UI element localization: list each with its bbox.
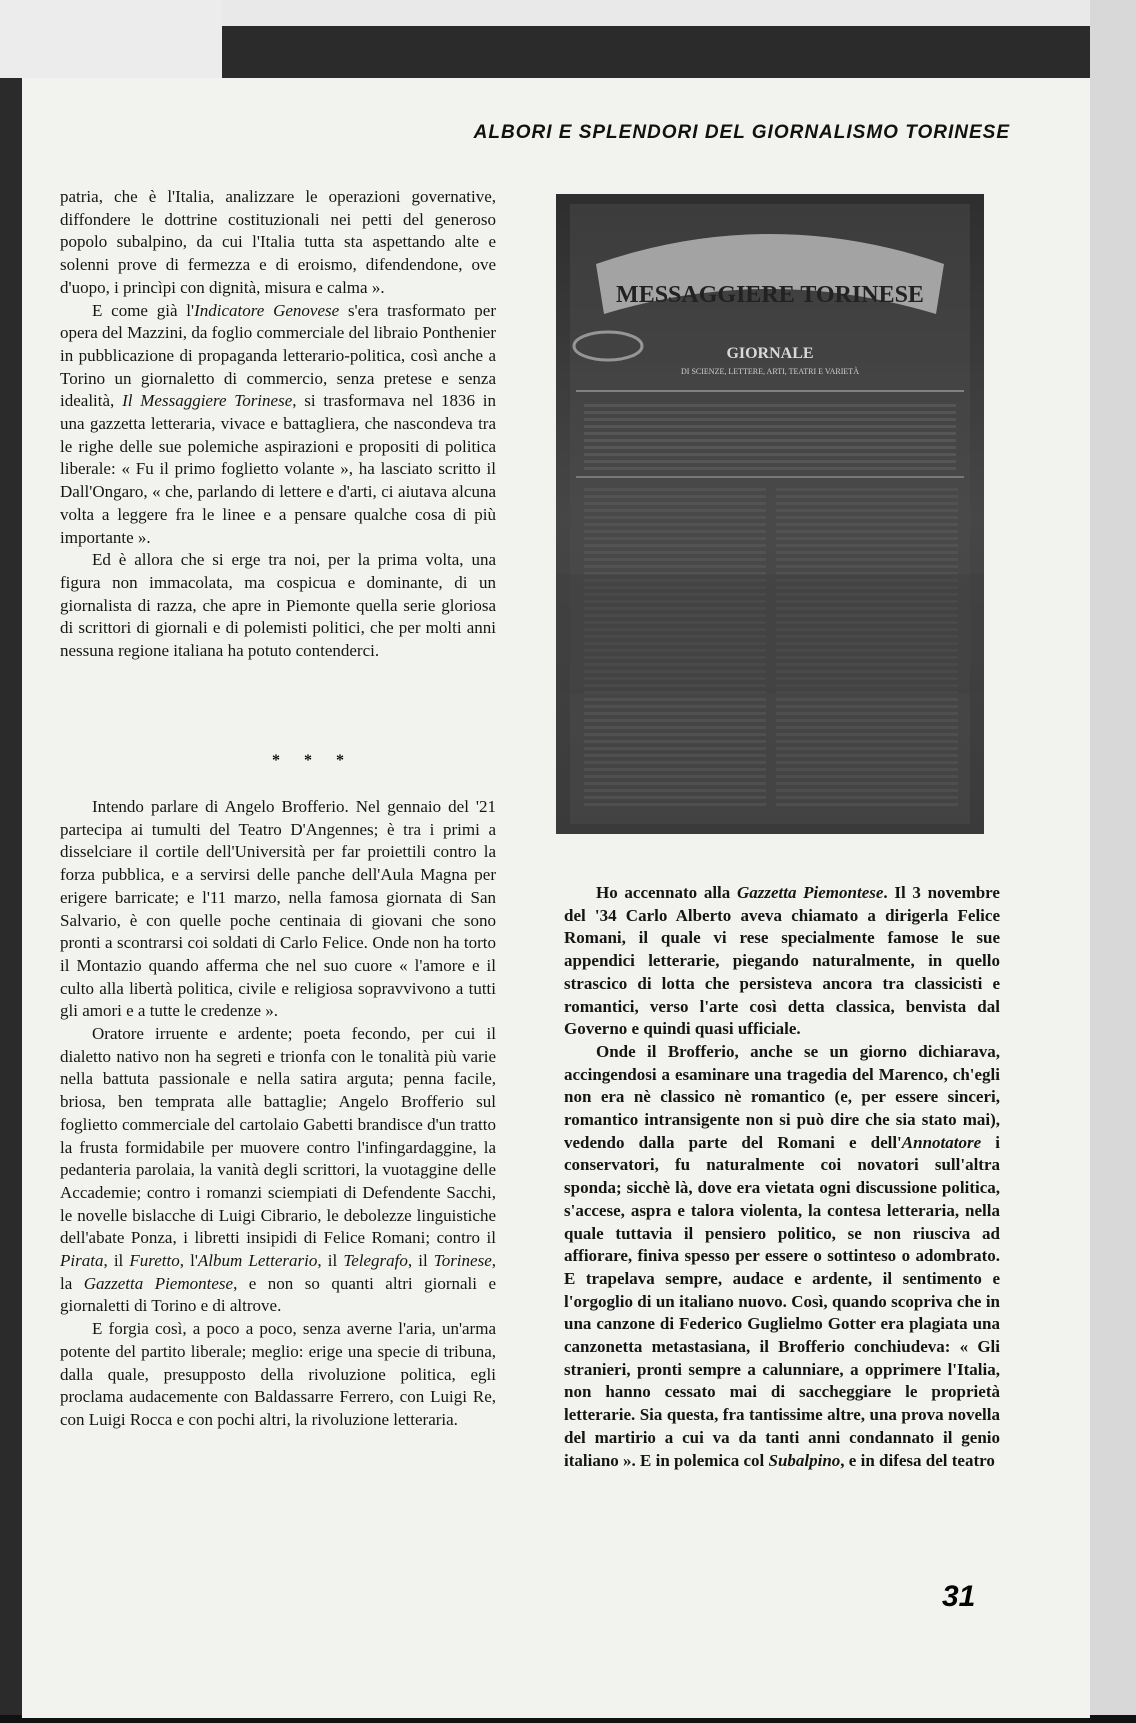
paragraph: Intendo parlare di Angelo Brofferio. Nel gennaio del '21 partecipa ai tumulti del Teatro D'Angennes; è tra i primi a disselciare il cortile dell'Università per far proiettili contro la forza pubblica, e a servirsi delle panche dell'Aula Magna per erigere barricate; e l'11 marzo, nella famosa giornata di San Salvario, è con quelle poche centinaia di giovani che sono pronti a scontrarsi coi soldati di Carlo Felice. Onde non ha torto il Montazio quando afferma che nel suo cuore « l'amore e il culto alla libertà politica, civile e religiosa sopravvivono a tutti gli amori e a tutte le credenze ».	[60, 797, 496, 1021]
paragraph	[60, 300, 496, 550]
header-text-block	[584, 400, 956, 470]
masthead-subtitle: GIORNALE	[726, 345, 814, 362]
newspaper-title: Indicatore Genovese	[194, 300, 340, 320]
paragraph: Ed è allora che si erge tra noi, per la prima volta, una figura non immacolata, ma cospicua e dominante, di un giornalista di razza, che apre in Piemonte quella serie gloriosa di scrittori di giornali e di polemisti politici, che per molti anni nessuna regione italiana ha potuto contenderci.	[60, 550, 496, 661]
text-run: , e in difesa del teatro	[840, 1450, 995, 1470]
text-run: , la	[60, 1251, 496, 1293]
newspaper-title: Annotatore	[901, 1132, 982, 1152]
text-run: E come già l'	[92, 300, 195, 320]
newspaper-title: Album Letterario	[197, 1251, 318, 1271]
section-separator: * * *	[272, 752, 354, 769]
masthead-subline: DI SCIENZE, LETTERE, ARTI, TEATRI E VARIETÀ	[681, 367, 859, 376]
text-run: Onde il Brofferio, anche se un giorno dichiarava, accingendosi a esaminare una tragedia del Marenco, ch'egli non era nè classico nè romantico (e, per essere sinceri, romantico intransigente non si può dire che sia stato mai), vedendo dalla parte del Romani e dell'	[564, 1041, 1000, 1152]
text-run: i conservatori, fu naturalmente coi novatori sull'altra sponda; sicchè là, dove era vietata ogni discussione politica, s'accese, aspra e talora violenta, la contesa letteraria, nella quale tuttavia il pensiero politico, se non riusciva ad affiorare, finiva spesso per essere o sottinteso o adombrato. E trapelava sempre, audace e ardente, il sentimento e l'orgoglio di un italiano nuovo. Così, quando scopriva che in una canzone di Federico Guglielmo Gotter era plagiata una canzonetta metastasiana, il Brofferio conchiudeva: « Gli stranieri, pronti sempre a calunniare, a opprimere l'Italia, non hanno cessato mai di saccheggiare le proprietà letterarie. Sia questa, fra tantissime altre, una prova novella del martirio a cui va da tanti anni condannato il genio italiano ». E in polemica col	[564, 1132, 1000, 1470]
masthead-title: MESSAGGIERE TORINESE	[616, 282, 924, 308]
paragraph: E forgia così, a poco a poco, senza averne l'aria, un'arma potente del partito liberale; meglio: erige una specie di tribuna, dalla quale, presupposto della rivoluzione politica, egli proclama audacemente con Baldassarre Ferrero, con Luigi Re, con Luigi Rocca e con pochi altri, la rivoluzione letteraria.	[60, 1319, 496, 1429]
page-number: 31	[942, 1580, 976, 1613]
paragraph: patria, che è l'Italia, analizzare le operazioni governative, diffondere le dottrine costituzionali nei petti del generoso popolo subalpino, da cui l'Italia tutta sta aspettando alte e solenni prove di fermezza e di eroismo, difendendone, ove d'uopo, i princìpi con dignità, misura e calma ».	[60, 187, 496, 297]
newspaper-facsimile-drawing	[556, 194, 984, 834]
paragraph	[564, 1041, 1000, 1472]
newspaper-title: Il Messaggiere Torinese	[122, 391, 293, 411]
text-run: , il	[103, 1251, 130, 1271]
newspaper-title: Pirata	[60, 1251, 104, 1271]
scan-margin-top-left	[0, 0, 222, 78]
left-column-top	[60, 186, 496, 663]
newspaper-title: Telegrafo	[343, 1251, 408, 1271]
text-run: . Il 3 novembre del '34 Carlo Alberto aveva chiamato a dirigerla Felice Romani, il quale vi rese specialmente famose le sue appendici letterarie, piegando naturalmente, in quello strascico di lotta che persisteva ancora tra classicisti e romantici, verso l'arte così detta classica, benvista dal Governo e quindi quasi ufficiale.	[564, 883, 1000, 1039]
text-run: Ho accennato alla	[596, 883, 737, 902]
text-run: Oratore irruente e ardente; poeta fecondo, per cui il dialetto nativo non ha segreti e trionfa con le tonalità più varie nella battuta passionale e nella satira arguta; penna facile, briosa, ben temprata alle battaglie; Angelo Brofferio sul foglietto commerciale del cartolaio Gabetti brandisce d'un tratto la frusta formidabile per muovere contro l'infingardaggine, la pedanteria parolaia, la vanità degli scrittori, la vuotaggine delle Accademie; contro i romanzi sciempiati di Defendente Sacchi, le novelle bislacche di Luigi Cibrario, le debolezze linguistiche dell'abate Ponza, i libretti insipidi di Felice Romani; contro il	[60, 1024, 496, 1248]
text-run: , l'	[179, 1251, 198, 1271]
right-column	[564, 882, 1000, 1472]
text-run: , il	[317, 1251, 344, 1271]
newspaper-title: Subalpino	[768, 1450, 841, 1470]
newspaper-title: Furetto	[129, 1251, 180, 1271]
text-run: s'era trasformato per opera del Mazzini, da foglio commerciale del libraio Ponthenier in pubblicazione di propaganda letterario-politica, così anche a Torino un giornaletto di commercio, senza pretese e senza idealità,	[60, 300, 496, 411]
newspaper-facsimile-image	[556, 194, 984, 834]
paragraph	[564, 882, 1000, 1041]
text-run: , si trasformava nel 1836 in una gazzetta letteraria, vivace e battagliera, che nascondeva tra le righe delle sue polemiche aspirazioni e propositi di politica liberale: « Fu il primo foglietto volante », ha lasciato scritto il Dall'Ongaro, « che, parlando di lettere e d'arti, ci aiutava alcuna volta a leggere fra le linee e a pensare qualche cosa di più importante ».	[60, 391, 497, 547]
scan-margin-right	[1090, 0, 1136, 1723]
newspaper-title: Gazzetta Piemontese	[736, 883, 884, 902]
newspaper-title: Torinese	[433, 1251, 492, 1271]
newspaper-title: Gazzetta Piemontese	[83, 1273, 234, 1293]
book-page	[22, 78, 1090, 1718]
paragraph	[60, 1023, 496, 1318]
running-head: ALBORI E SPLENDORI DEL GIORNALISMO TORINESE	[473, 122, 1010, 143]
text-run: , e non so quanti altri giornali e giornaletti di Torino e di altrove.	[60, 1273, 496, 1316]
left-column-bottom	[60, 796, 496, 1432]
text-run: , il	[407, 1251, 434, 1271]
